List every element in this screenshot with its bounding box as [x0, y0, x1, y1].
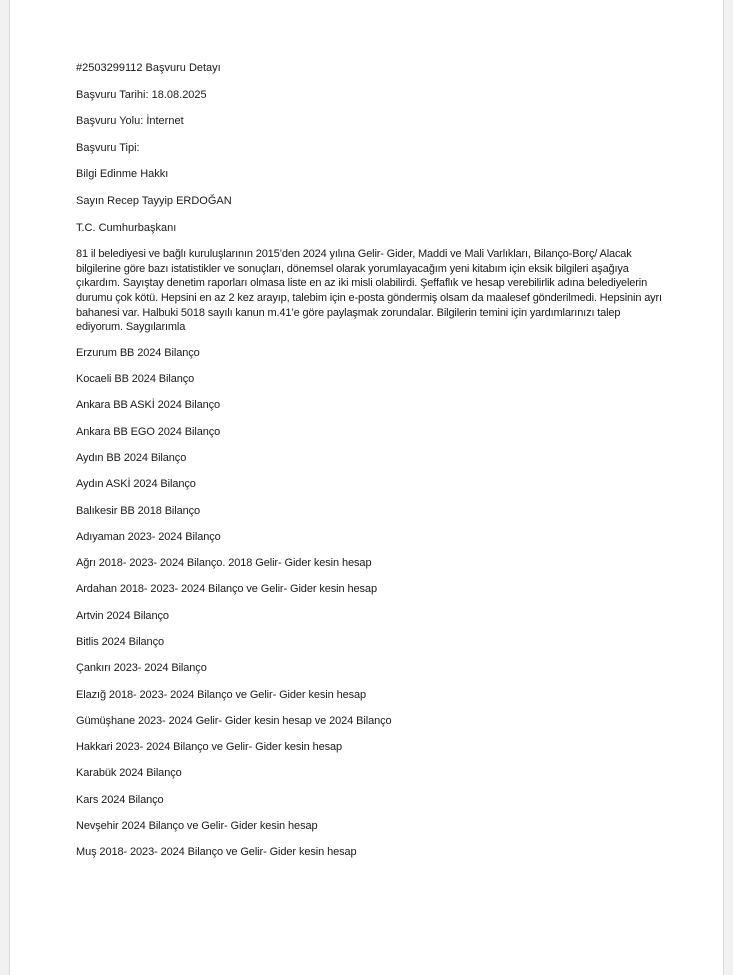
list-item: Ankara BB ASKİ 2024 Bilanço — [76, 399, 221, 412]
recipient-title: T.C. Cumhurbaşkanı — [76, 221, 177, 234]
list-item: Adıyaman 2023- 2024 Bilanço — [76, 530, 221, 543]
application-date: Başvuru Tarihi: 18.08.2025 — [76, 88, 207, 101]
list-item: Balıkesir BB 2018 Bilanço — [76, 504, 201, 517]
list-item: Kocaeli BB 2024 Bilanço — [76, 373, 195, 386]
list-item: Elazığ 2018- 2023- 2024 Bilanço ve Gelir- Gider kesin hesap — [76, 688, 367, 701]
request-body: 81 il belediyesi ve bağlı kuruluşlarının 2015’den 2024 yılına Gelir- Gider, Maddi ve Mali Varlıkları, Bilanço-Borç/ Alacak bilgilerine göre bazı istatistikler ve sonuçları, dönemsel olarak yorumlayacağım yeni kitabım için eksik bilgileri aşağıya çıkardım. Sayıştay denetim raporları olmasa liste en az iki misli olabilirdi. Şeffaflık ve hesap verebilirlik adına belediyelerin durumu çok kötü. Hepsini en az 2 kez arayıp, talebim için e-posta göndermiş olsam da maalesef gönderilmedi. Hepsinin ayrı bahanesi var. Halbuki 5018 sayılı kanun m.41’e göre paylaşmak zorundalar. Bilgilerin temini için yardımlarınızı talep ediyorum. Saygılarımla — [76, 248, 662, 334]
recipient-name: Sayın Recep Tayyip ERDOĞAN — [76, 194, 232, 207]
list-item: Nevşehir 2024 Bilanço ve Gelir- Gider kesin hesap — [76, 820, 318, 833]
list-item: Ağrı 2018- 2023- 2024 Bilanço. 2018 Gelir- Gider kesin hesap — [76, 557, 372, 570]
list-item: Erzurum BB 2024 Bilanço — [76, 346, 200, 359]
document-content — [76, 61, 666, 872]
application-heading: #2503299112 Başvuru Detayı — [76, 62, 221, 74]
list-item: Çankırı 2023- 2024 Bilanço — [76, 662, 207, 675]
list-item: Aydın BB 2024 Bilanço — [76, 451, 187, 464]
list-item: Karabük 2024 Bilanço — [76, 767, 182, 780]
list-item: Ankara BB EGO 2024 Bilanço — [76, 425, 221, 438]
list-item: Ardahan 2018- 2023- 2024 Bilanço ve Gelir- Gider kesin hesap — [76, 583, 377, 596]
document-page — [9, 0, 724, 975]
list-item: Muş 2018- 2023- 2024 Bilanço ve Gelir- Gider kesin hesap — [76, 846, 357, 859]
list-item: Kars 2024 Bilanço — [76, 793, 164, 806]
requested-items-list — [76, 346, 666, 860]
list-item: Bitlis 2024 Bilanço — [76, 635, 164, 648]
application-type-value: Bilgi Edinme Hakkı — [76, 168, 169, 181]
application-method: Başvuru Yolu: İnternet — [76, 115, 184, 128]
list-item: Hakkari 2023- 2024 Bilanço ve Gelir- Gider kesin hesap — [76, 741, 343, 754]
list-item: Gümüşhane 2023- 2024 Gelir- Gider kesin hesap ve 2024 Bilanço — [76, 714, 392, 727]
list-item: Artvin 2024 Bilanço — [76, 609, 169, 622]
list-item: Aydın ASKİ 2024 Bilanço — [76, 478, 196, 491]
application-type-label: Başvuru Tipi: — [76, 141, 140, 154]
